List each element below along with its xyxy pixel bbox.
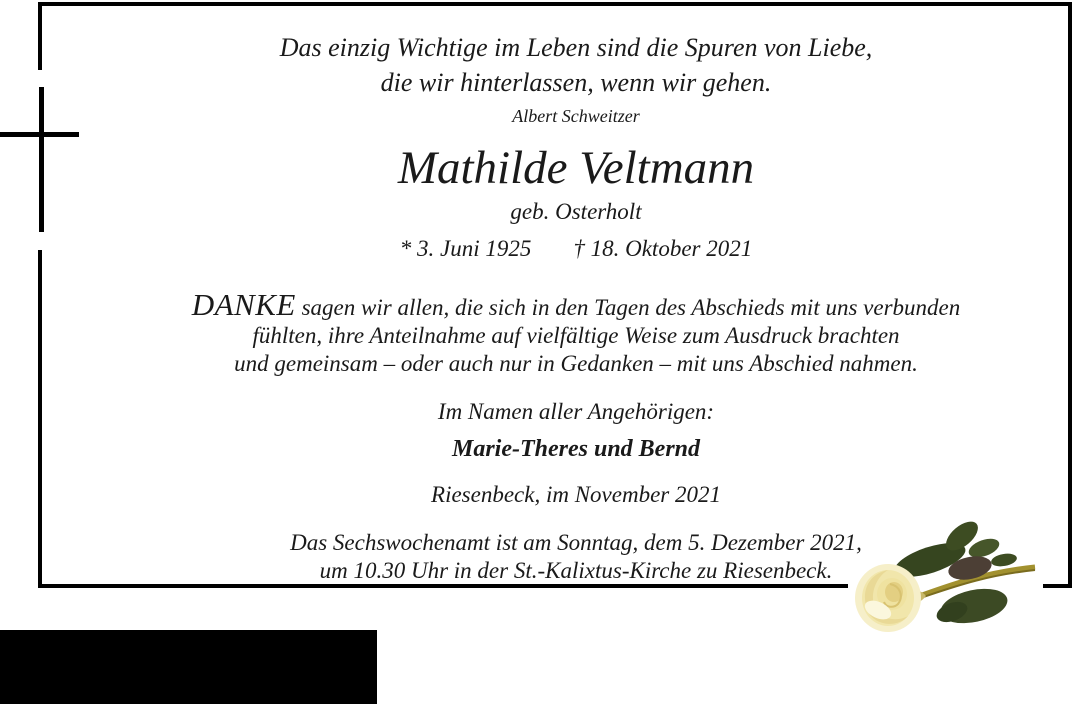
life-dates: [80, 236, 1072, 262]
maiden-name: geb. Osterholt: [510, 199, 642, 224]
thanks-line-3: und gemeinsam – oder auch nur in Gedanken – mit uns Abschied nahmen.: [234, 351, 918, 376]
service-line-2: um 10.30 Uhr in der St.-Kalixtus-Kirche zu Riesenbeck.: [319, 558, 833, 583]
rose-photo: [848, 518, 1048, 638]
quote-line-1: Das einzig Wichtige im Leben sind die Spuren von Liebe,: [279, 33, 873, 62]
thanks-line-1: [80, 287, 1072, 322]
quote: [80, 30, 1072, 100]
place-and-date: Riesenbeck, im November 2021: [431, 482, 721, 507]
family-names: Marie-Theres und Bernd: [451, 436, 701, 462]
quote-attribution: Albert Schweitzer: [512, 106, 640, 126]
cross-icon: [39, 87, 44, 232]
death-date: † 18. Oktober 2021: [573, 236, 753, 261]
in-names-of: Im Namen aller Angehörigen:: [437, 399, 715, 424]
cross-icon-arm: [0, 132, 79, 137]
birth-date: * 3. Juni 1925: [399, 236, 532, 261]
thanks-line-2: fühlten, ihre Anteilnahme auf vielfältige Weise zum Ausdruck brachten: [252, 323, 900, 348]
quote-line-2: die wir hinterlassen, wenn wir gehen.: [380, 68, 772, 97]
service-line-1: Das Sechswochenamt ist am Sonntag, dem 5. Dezember 2021,: [290, 530, 862, 555]
thanks-paragraph: [80, 287, 1072, 378]
notice-content: [40, 3, 1072, 587]
thanks-text-1: sagen wir allen, die sich in den Tagen des Abschieds mit uns verbunden: [295, 295, 961, 320]
deceased-name: Mathilde Veltmann: [397, 142, 755, 194]
redaction-block: [0, 630, 377, 704]
danke-lead: DANKE: [191, 287, 296, 322]
